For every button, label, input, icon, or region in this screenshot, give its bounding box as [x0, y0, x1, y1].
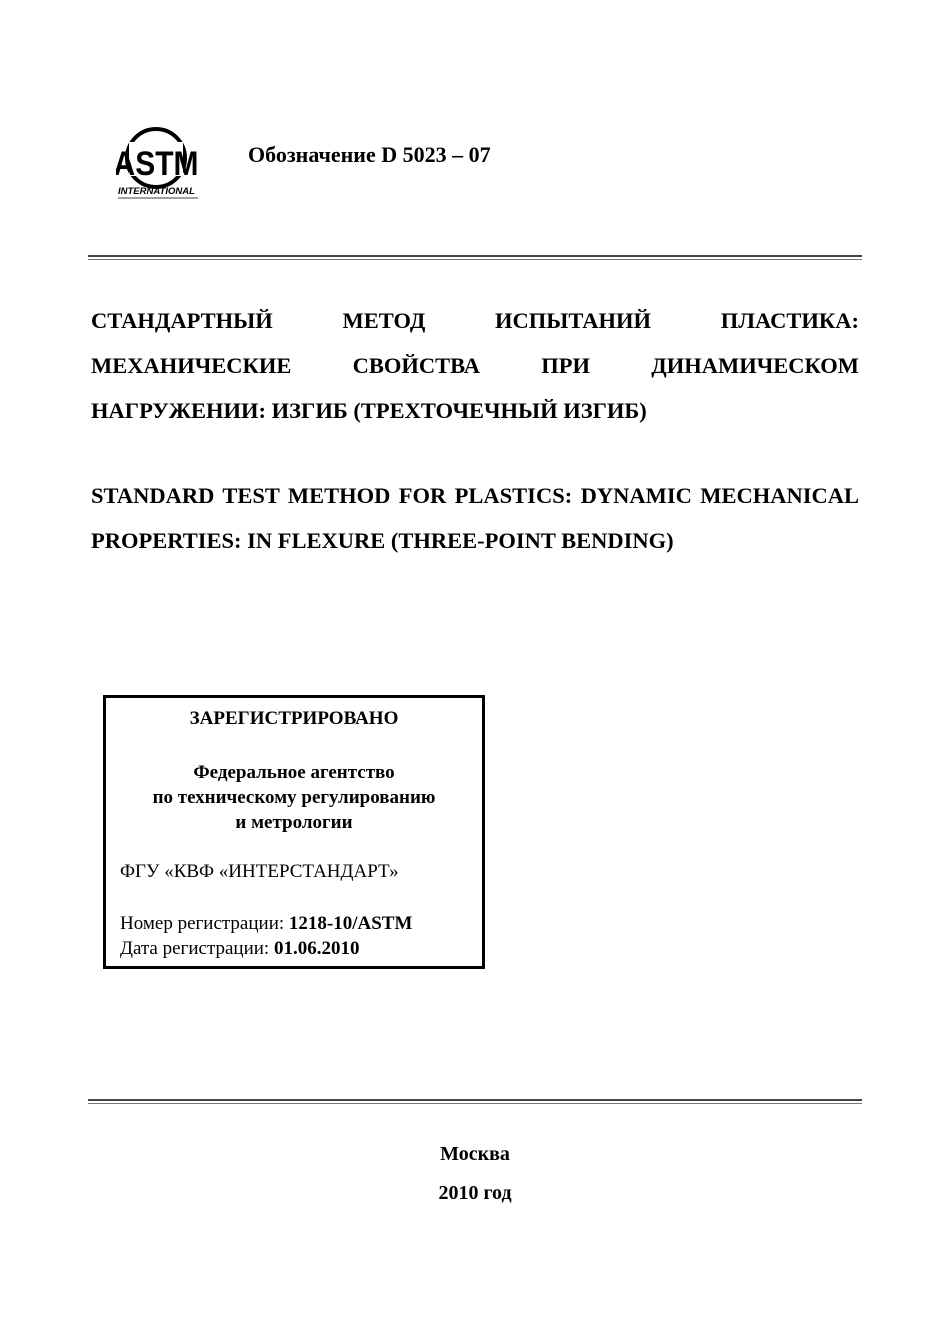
agency-line: и метрологии: [235, 812, 353, 833]
registration-organization: ФГУ «КВФ «ИНТЕРСТАНДАРТ»: [120, 861, 399, 882]
title-russian: СТАНДАРТНЫЙ МЕТОД ИСПЫТАНИЙ ПЛАСТИКА: МЕХАНИЧЕСКИЕ СВОЙСТВА ПРИ ДИНАМИЧЕСКОМ НАГРУЖЕНИИ: ИЗГИБ (ТРЕХТОЧЕЧНЫЙ ИЗГИБ): [91, 308, 859, 423]
registration-heading: ЗАРЕГИСТРИРОВАНО: [189, 708, 399, 729]
agency-line: по техническому регулированию: [152, 787, 436, 808]
registration-number-label: Номер регистрации:: [120, 913, 289, 934]
registration-number: [120, 913, 412, 935]
registration-stamp: [103, 695, 485, 969]
publication-city: Москва: [440, 1143, 510, 1165]
registration-date-value: 01.06.2010: [273, 938, 360, 959]
agency-line: Федеральное агентство: [193, 762, 395, 783]
bottom-divider: [88, 1099, 862, 1104]
publication-year: 2010 год: [438, 1182, 512, 1204]
registration-date-label: Дата регистрации:: [120, 938, 274, 959]
svg-text:ASTM: ASTM: [116, 144, 199, 183]
registration-number-value: 1218-10/ASTM: [288, 913, 413, 934]
astm-logo: [116, 124, 204, 202]
registration-date: [120, 938, 359, 960]
title-english: STANDARD TEST METHOD FOR PLASTICS: DYNAMIC MECHANICAL PROPERTIES: IN FLEXURE (THREE-POINT BENDING): [91, 483, 859, 553]
top-divider: [88, 255, 862, 260]
document-designation: Обозначение D 5023 – 07: [248, 142, 491, 167]
logo-subtext: INTERNATIONAL: [118, 186, 195, 197]
registration-agency: [106, 760, 482, 835]
